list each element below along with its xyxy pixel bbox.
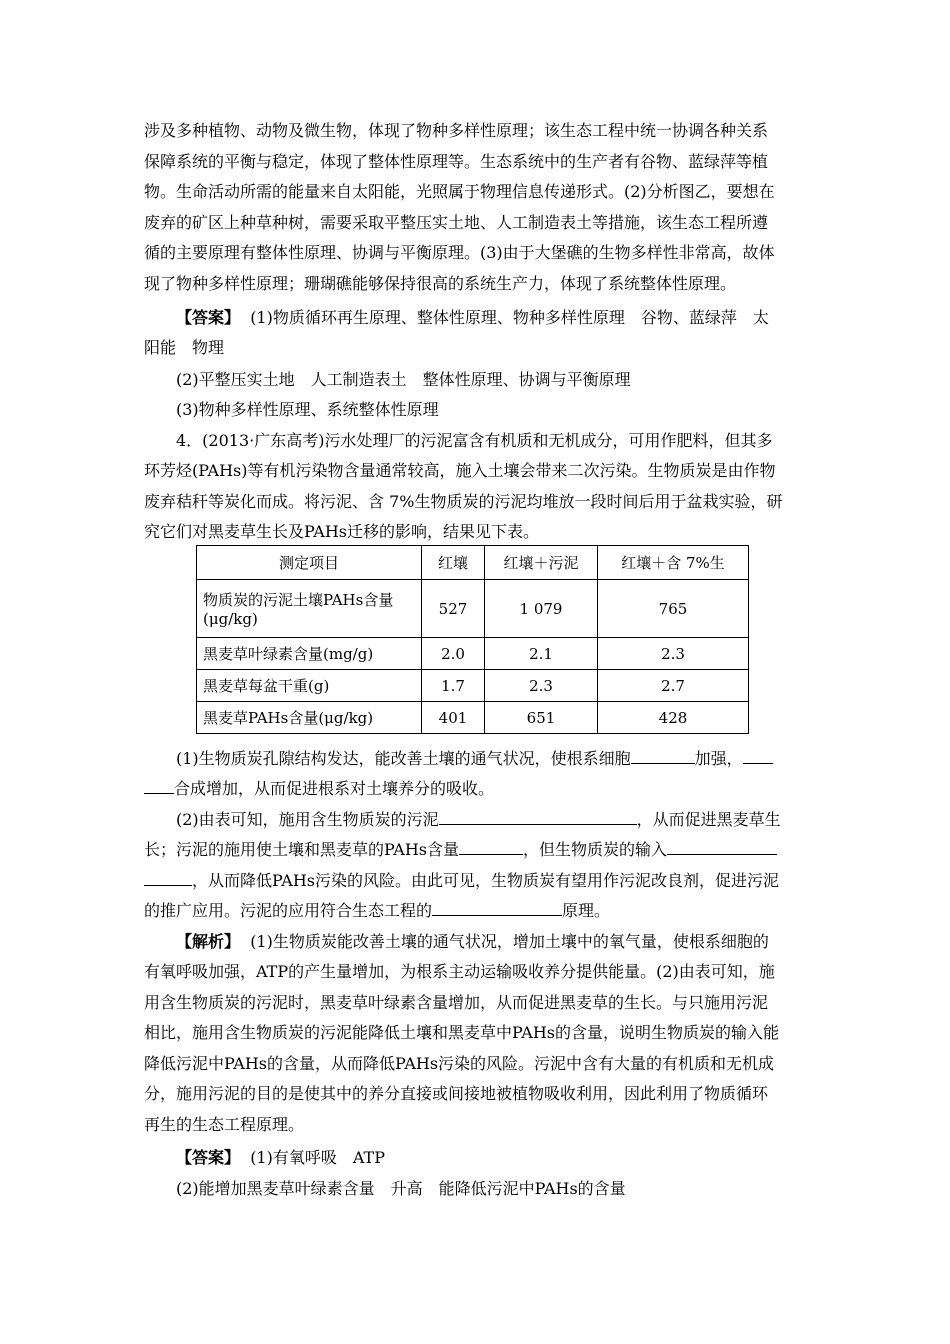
analysis-tag: 【解析】: [176, 932, 241, 951]
answer-tag: 【答案】: [176, 308, 241, 327]
question-text: 的推广应用。污泥的应用符合生态工程的: [144, 901, 433, 920]
table-row: [197, 580, 749, 638]
table-cell: 2.3: [485, 670, 598, 702]
analysis-line: 再生的生态工程原理。: [144, 1115, 305, 1134]
analysis-line: 降低污泥中PAHs的含量，从而降低PAHs污染的风险。污泥中含有大量的有机质和无机成: [144, 1054, 775, 1073]
question-line: [176, 747, 773, 767]
answer-line: (2)平整压实土地 人工制造表土 整体性原理、协调与平衡原理: [176, 370, 631, 389]
table-cell: 2.7: [598, 670, 749, 702]
analysis-line: 分，施用污泥的目的是使其中的养分直接或间接地被植物吸收利用，因此利用了物质循环: [144, 1084, 769, 1103]
question-line: [144, 838, 777, 858]
table-cell: [197, 580, 422, 638]
text-line: 物。生命活动所需的能量来自太阳能，光照属于物理信息传递形式。(2)分析图乙，要想在: [144, 182, 775, 201]
table-cell: 2.1: [485, 638, 598, 670]
answer-tag: 【答案】: [176, 1148, 241, 1167]
answer-blank: [743, 747, 773, 764]
question-text: 加强，: [694, 749, 743, 768]
answer-text: (1)有氧呼吸 ATP: [240, 1148, 385, 1167]
row-label: 物质炭的污泥土壤PAHs含量: [203, 591, 394, 609]
table-row: [197, 702, 749, 734]
question-line: 废弃秸秆等炭化而成。将污泥、含 7%生物质炭的污泥均堆放一段时间后用于盆栽实验，研: [144, 492, 783, 511]
analysis-line: [176, 932, 769, 952]
table-cell: 765: [598, 580, 749, 638]
answer-line: (3)物种多样性原理、系统整体性原理: [176, 400, 439, 419]
question-line: [144, 777, 494, 797]
question-text: (2)由表可知，施用含生物质炭的污泥: [176, 810, 439, 829]
table-header: 红壤: [422, 546, 485, 580]
question-text: 长；污泥的施用使土壤和黑麦草的PAHs含量: [144, 840, 460, 859]
analysis-text: (1)生物质炭能改善土壤的通气状况，增加土壤中的氧气量，使根系细胞的: [240, 932, 769, 951]
answer-blank: [144, 777, 174, 794]
question-text: ，但生物质炭的输入: [523, 840, 668, 859]
text-line: 保障系统的平衡与稳定，体现了整体性原理等。生态系统中的生产者有谷物、蓝绿萍等植: [144, 152, 769, 171]
answer-line: [176, 1148, 385, 1168]
table-cell: 1 079: [485, 580, 598, 638]
table-header: 红壤＋含 7%生: [598, 546, 749, 580]
table-cell: 黑麦草每盆干重(g): [197, 670, 422, 702]
table-cell: 2.0: [422, 638, 485, 670]
row-label-unit: (μg/kg): [203, 610, 258, 628]
question-text: 合成增加，从而促进根系对土壤养分的吸收。: [174, 779, 495, 798]
text-line: 废弃的矿区上种草种树，需要采取平整压实土地、人工制造表土等措施，该生态工程所遵: [144, 213, 769, 232]
answer-line: 阳能 物理: [144, 338, 225, 357]
question-line: [144, 869, 779, 889]
analysis-line: 有氧呼吸加强，ATP的产生量增加，为根系主动运输吸收养分提供能量。(2)由表可知，施: [144, 962, 775, 981]
question-text: ，从而降低PAHs污染的风险。由此可见，生物质炭有望用作污泥改良剂，促进污泥: [192, 871, 780, 890]
text-line: 循的主要原理有整体性原理、协调与平衡原理。(3)由于大堡礁的生物多样性非常高，故体: [144, 243, 775, 262]
question-text: 原理。: [562, 901, 611, 920]
table-cell: 黑麦草叶绿素含量(mg/g): [197, 638, 422, 670]
table-cell: 黑麦草PAHs含量(μg/kg): [197, 702, 422, 734]
question-text: (1)生物质炭孔隙结构发达，能改善土壤的通气状况，使根系细胞: [176, 749, 631, 768]
table-cell: 527: [422, 580, 485, 638]
answer-line: [176, 308, 769, 328]
table-row: [197, 638, 749, 670]
answer-blank: [631, 747, 695, 764]
table-cell: 428: [598, 702, 749, 734]
question-line: [144, 899, 610, 919]
analysis-line: 相比，施用含生物质炭的污泥能降低土壤和黑麦草中PAHs的含量，说明生物质炭的输入能: [144, 1023, 780, 1042]
question-line: [176, 808, 781, 828]
table-cell: 401: [422, 702, 485, 734]
question-line: 环芳烃(PAHs)等有机污染物含量通常较高，施入土壤会带来二次污染。生物质炭是由作物: [144, 461, 776, 480]
answer-blank: [667, 838, 777, 855]
question-line: 究它们对黑麦草生长及PAHs迁移的影响，结果见下表。: [144, 522, 540, 541]
question-text: ，从而促进黑麦草生: [636, 810, 781, 829]
table-header: 红壤＋污泥: [485, 546, 598, 580]
results-table: [196, 545, 749, 734]
question-line: 4．(2013·广东高考)污水处理厂的污泥富含有机质和无机成分，可用作肥料，但其多: [176, 431, 773, 450]
table-row: [197, 670, 749, 702]
answer-blank: [432, 899, 562, 916]
table-header-row: [197, 546, 749, 580]
table-cell: 651: [485, 702, 598, 734]
table-header: 测定项目: [197, 546, 422, 580]
text-line: 现了物种多样性原理；珊瑚礁能够保持很高的系统生产力，体现了系统整体性原理。: [144, 274, 737, 293]
analysis-line: 用含生物质炭的污泥时，黑麦草叶绿素含量增加，从而促进黑麦草的生长。与只施用污泥: [144, 993, 769, 1012]
answer-text: (1)物质循环再生原理、整体性原理、物种多样性原理 谷物、蓝绿萍 太: [240, 308, 769, 327]
answer-blank: [144, 869, 192, 886]
table-cell: 2.3: [598, 638, 749, 670]
table-cell: 1.7: [422, 670, 485, 702]
text-line: 涉及多种植物、动物及微生物，体现了物种多样性原理；该生态工程中统一协调各种关系: [144, 121, 769, 140]
answer-blank: [439, 808, 637, 825]
answer-line: (2)能增加黑麦草叶绿素含量 升高 能降低污泥中PAHs的含量: [176, 1179, 626, 1198]
answer-blank: [459, 838, 523, 855]
